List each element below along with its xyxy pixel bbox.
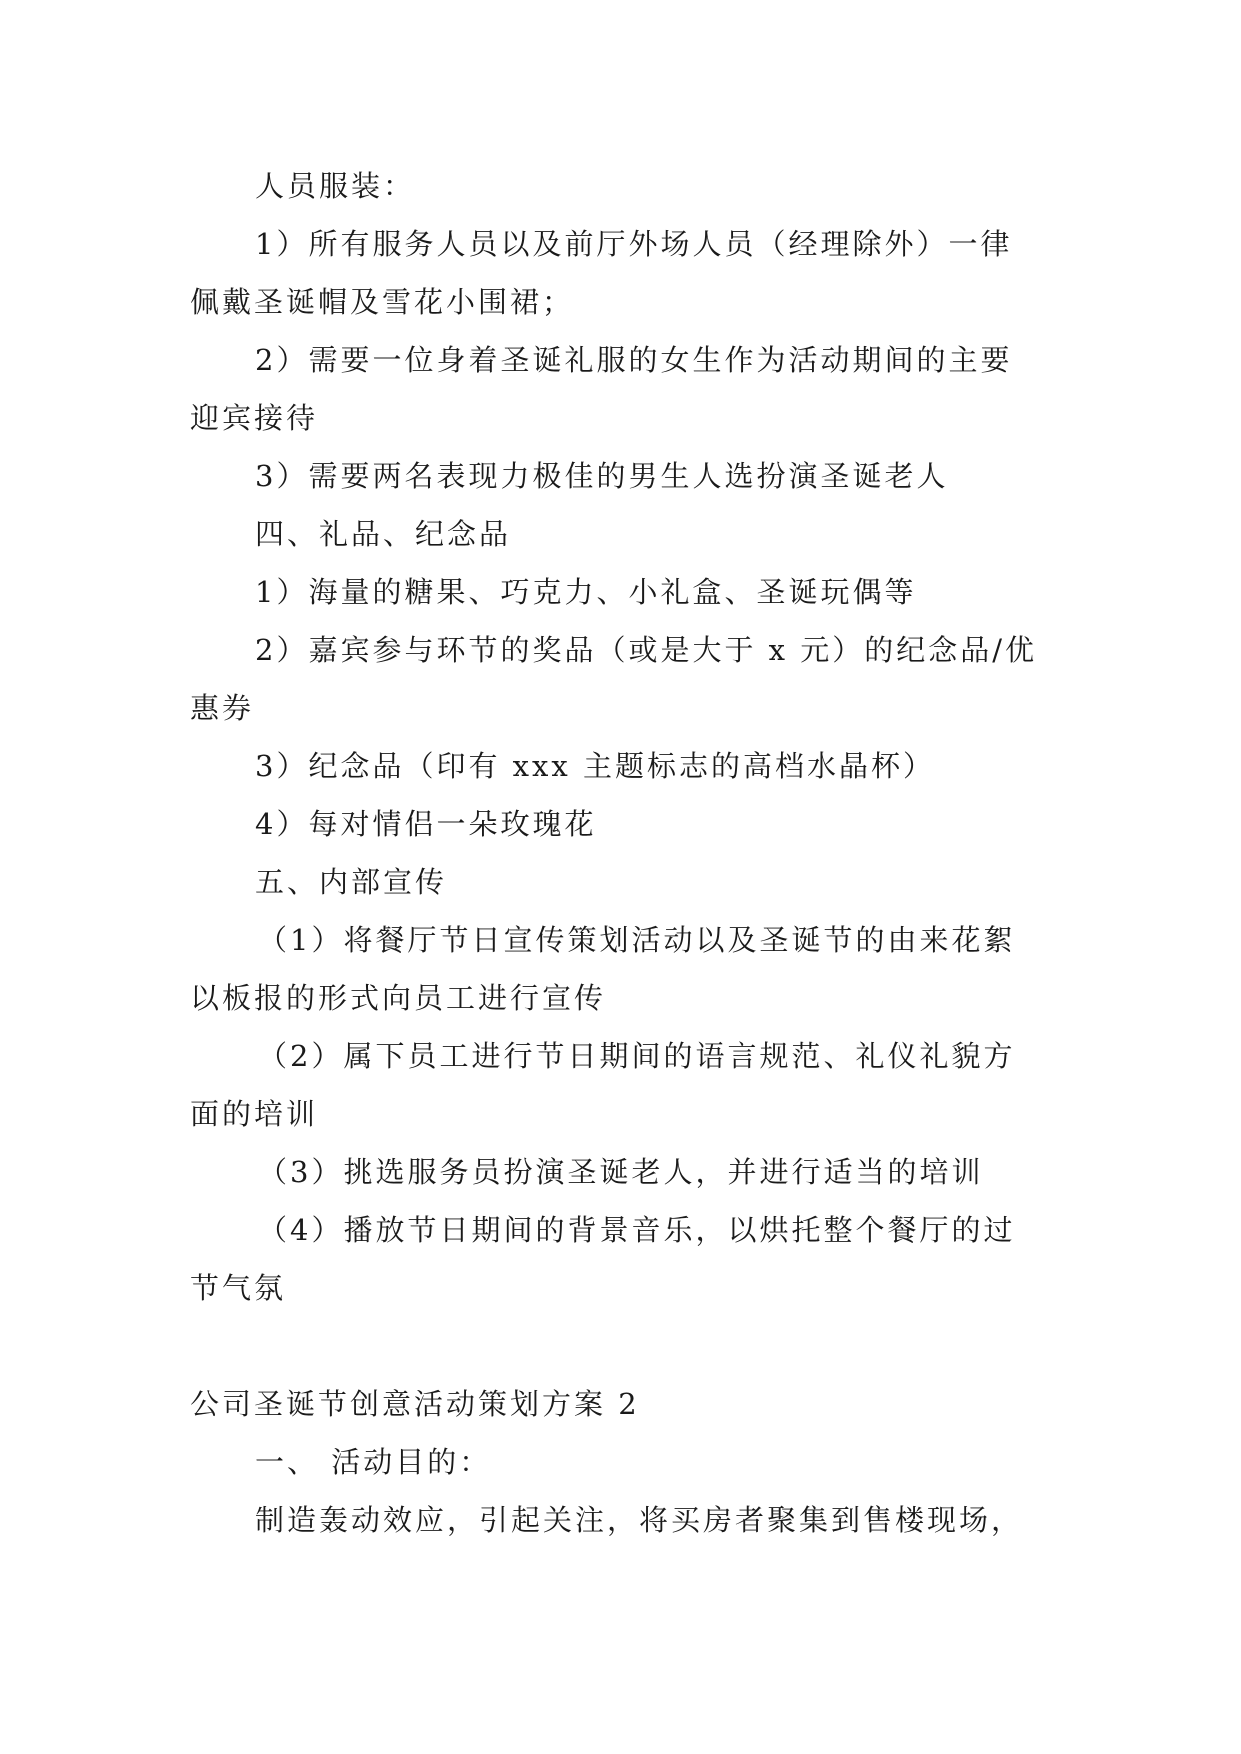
paragraph-line: 3）纪念品（印有 xxx 主题标志的高档水晶杯）: [255, 749, 935, 783]
paragraph-line: 2）需要一位身着圣诞礼服的女生作为活动期间的主要: [255, 343, 1013, 377]
paragraph-line: 1）海量的糖果、巧克力、小礼盒、圣诞玩偶等: [255, 575, 917, 609]
paragraph-line: 惠券: [190, 691, 255, 725]
document-title: 公司圣诞节创意活动策划方案 2: [190, 1387, 640, 1421]
paragraph-line: 1）所有服务人员以及前厅外场人员（经理除外）一律: [255, 227, 1013, 261]
paragraph-line: 制造轰动效应，引起关注，将买房者聚集到售楼现场，: [255, 1503, 1024, 1537]
paragraph-line: 3）需要两名表现力极佳的男生人选扮演圣诞老人: [255, 459, 949, 493]
section-heading: 五、内部宣传: [255, 865, 448, 899]
section-heading: 四、礼品、纪念品: [255, 517, 512, 551]
paragraph-line: 面的培训: [190, 1097, 319, 1131]
paragraph-line: （1）将餐厅节日宣传策划活动以及圣诞节的由来花絮: [258, 923, 1016, 957]
paragraph-line: 以板报的形式向员工进行宣传: [190, 981, 607, 1015]
paragraph-line: 2）嘉宾参与环节的奖品（或是大于 x 元）的纪念品/优: [255, 633, 1038, 667]
section-heading: 人员服装：: [255, 169, 416, 203]
paragraph-line: 佩戴圣诞帽及雪花小围裙；: [190, 285, 575, 319]
paragraph-line: （4）播放节日期间的背景音乐，以烘托整个餐厅的过: [258, 1213, 1016, 1247]
paragraph-line: （2）属下员工进行节日期间的语言规范、礼仪礼貌方: [258, 1039, 1016, 1073]
paragraph-line: 迎宾接待: [190, 401, 319, 435]
paragraph-line: （3）挑选服务员扮演圣诞老人，并进行适当的培训: [258, 1155, 984, 1189]
paragraph-line: 节气氛: [190, 1271, 287, 1305]
section-heading: 一、 活动目的：: [255, 1445, 492, 1479]
paragraph-line: 4）每对情侣一朵玫瑰花: [255, 807, 597, 841]
